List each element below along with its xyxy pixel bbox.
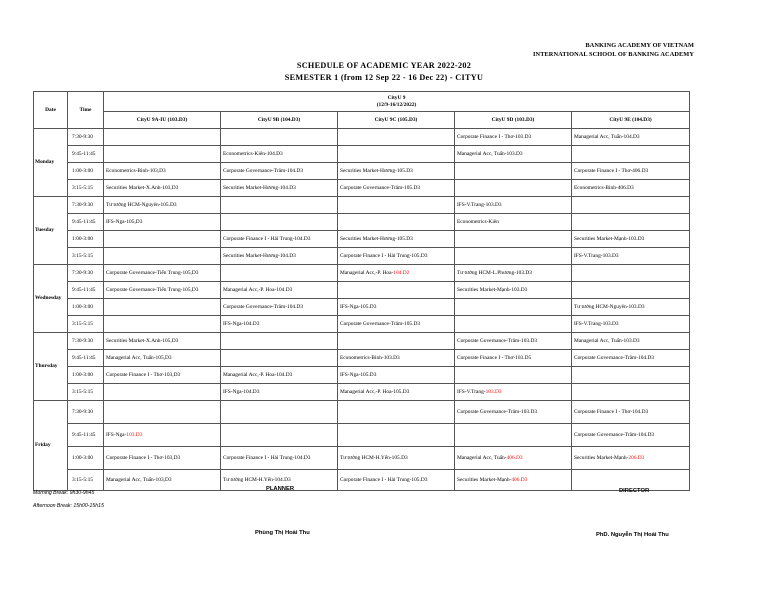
class-text: IFS-Nga-105,D3 xyxy=(106,218,143,225)
time-cell: 9:45-11:45 xyxy=(68,146,104,163)
class-text: Corporate Governance-Trâm-103.D3 xyxy=(457,408,538,415)
schedule-row xyxy=(34,316,690,333)
class-text: Managerial Acc, Tuấn-104.D3 xyxy=(574,133,640,140)
class-text: Corporate Governance-Trâm-104.D3 xyxy=(574,354,655,361)
class-cell xyxy=(455,470,572,491)
director-name: PhD. Nguyễn Thị Hoài Thu xyxy=(596,532,669,538)
class-text: Managerial Acc,-P. Hoa-105.D3 xyxy=(340,388,410,395)
class-text: IFS-V.Trang-103.D3 xyxy=(457,201,502,208)
time-cell: 7:30-9:30 xyxy=(68,265,104,282)
class-text: Managerial Acc, Tuấn- xyxy=(457,454,507,461)
class-text: Corporate Finance I - Hải Trung-105.D3 xyxy=(340,476,428,483)
class-column-header: CityU 9D (103.D3) xyxy=(455,112,572,129)
class-cell xyxy=(572,316,690,333)
class-text: Managerial Acc, Tuấn-103,D3 xyxy=(106,476,172,483)
class-cell xyxy=(221,447,338,470)
afternoon-break: Afternoon Break: 15h00-15h15 xyxy=(33,503,104,509)
class-cell xyxy=(338,248,455,265)
class-cell xyxy=(221,163,338,180)
class-text: Securities Market-Mạnh- xyxy=(574,454,629,461)
class-text: IFS-V.Trang-103.D3 xyxy=(574,252,619,259)
class-cell xyxy=(104,129,221,146)
class-text: Managerial Acc,-P. Hoa-104.D3 xyxy=(223,371,293,378)
time-cell: 3:15-5:15 xyxy=(68,180,104,197)
class-cell xyxy=(455,333,572,350)
time-cell: 7:30-9:30 xyxy=(68,129,104,146)
class-cell xyxy=(221,316,338,333)
time-cell: 1:00-3:00 xyxy=(68,367,104,384)
class-text: Corporate Finance I - Thơ-103.D5 xyxy=(457,354,532,361)
class-cell xyxy=(572,299,690,316)
class-cell xyxy=(572,350,690,367)
class-cell xyxy=(104,447,221,470)
class-cell xyxy=(104,197,221,214)
school-name: INTERNATIONAL SCHOOL OF BANKING ACADEMY xyxy=(533,50,694,58)
class-cell xyxy=(455,163,572,180)
class-text: Corporate Governance-Trâm-105.D3 xyxy=(340,184,421,191)
class-cell xyxy=(221,146,338,163)
room-highlight: 104.D2 xyxy=(393,269,410,276)
time-cell: 7:30-9:30 xyxy=(68,197,104,214)
class-cell xyxy=(338,129,455,146)
class-cell xyxy=(104,180,221,197)
schedule-row xyxy=(34,248,690,265)
class-cell xyxy=(104,401,221,424)
class-cell xyxy=(338,424,455,447)
schedule-row xyxy=(34,214,690,231)
class-cell xyxy=(455,316,572,333)
group-subtitle: (12/9-16/12/2022) xyxy=(376,101,417,108)
class-text: Securities Market-Hương-105.D3 xyxy=(340,167,413,174)
class-cell xyxy=(572,214,690,231)
time-cell: 7:30-9:30 xyxy=(68,401,104,424)
class-cell xyxy=(572,197,690,214)
class-cell xyxy=(104,299,221,316)
room-highlight: 206.D3 xyxy=(628,454,645,461)
time-cell: 9:45-11:45 xyxy=(68,350,104,367)
class-cell xyxy=(455,299,572,316)
class-column-header: CityU 9A-IU (103.D3) xyxy=(104,112,221,129)
class-cell xyxy=(455,384,572,401)
group-header xyxy=(104,92,690,112)
class-text: Managerial Acc, Tuấn-103.D3 xyxy=(457,150,523,157)
class-cell xyxy=(338,447,455,470)
class-cell xyxy=(338,401,455,424)
schedule-row xyxy=(34,401,690,424)
class-cell xyxy=(338,180,455,197)
class-cell xyxy=(572,367,690,384)
class-cell xyxy=(572,265,690,282)
class-text: Tư tưởng HCM-L.Phương-103.D3 xyxy=(457,269,532,276)
class-text: Corporate Governance-Trâm-104.D3 xyxy=(223,167,304,174)
class-cell xyxy=(338,470,455,491)
time-cell: 3:15-5:15 xyxy=(68,470,104,491)
class-cell xyxy=(572,447,690,470)
schedule-title: SCHEDULE OF ACADEMIC YEAR 2022-202 xyxy=(296,61,472,70)
class-cell xyxy=(572,333,690,350)
schedule-row xyxy=(34,197,690,214)
schedule-row xyxy=(34,367,690,384)
class-cell xyxy=(338,384,455,401)
class-text: Corporate Governance-Trâm-103.D3 xyxy=(457,337,538,344)
class-text: Securities Market-Hương-104.D3 xyxy=(223,184,296,191)
institution-header xyxy=(533,42,694,59)
class-text: Tư tưởng HCM-Nguyên-105.D3 xyxy=(106,201,177,208)
class-cell xyxy=(338,146,455,163)
class-cell xyxy=(104,265,221,282)
class-cell xyxy=(104,367,221,384)
class-cell xyxy=(221,282,338,299)
class-cell xyxy=(104,146,221,163)
class-text: Corporate Finance I - Thơ-104.D3 xyxy=(574,408,649,415)
class-cell xyxy=(104,350,221,367)
schedule-row xyxy=(34,424,690,447)
day-cell: Thursday xyxy=(34,333,68,401)
class-text: IFS-Nga-104.D3 xyxy=(223,320,260,327)
class-cell xyxy=(455,424,572,447)
class-cell xyxy=(455,282,572,299)
class-cell xyxy=(221,197,338,214)
schedule-row xyxy=(34,299,690,316)
class-column-header: CityU 9E (104.D3) xyxy=(572,112,690,129)
day-cell: Tuesday xyxy=(34,197,68,265)
time-cell: 1:00-3:00 xyxy=(68,447,104,470)
class-cell xyxy=(338,214,455,231)
planner-name: Phùng Thị Hoài Thu xyxy=(255,530,310,536)
class-cell xyxy=(455,129,572,146)
class-text: Corporate Finance I - Hải Trung-104.D3 xyxy=(223,235,311,242)
time-cell: 3:15-5:15 xyxy=(68,316,104,333)
schedule-row xyxy=(34,333,690,350)
class-cell xyxy=(104,470,221,491)
room-highlight: 406.D3 xyxy=(511,476,528,483)
class-cell xyxy=(221,214,338,231)
day-cell: Friday xyxy=(34,401,68,491)
room-highlight: 406.D3 xyxy=(506,454,523,461)
schedule-table xyxy=(33,91,690,491)
time-header: Time xyxy=(68,92,104,129)
class-text: IFS-V.Trang- xyxy=(457,388,486,395)
class-text: Corporate Finance I - Thơ-103,D3 xyxy=(106,371,181,378)
time-cell: 1:00-3:00 xyxy=(68,231,104,248)
class-cell xyxy=(572,180,690,197)
class-cell xyxy=(572,384,690,401)
class-cell xyxy=(221,350,338,367)
class-cell xyxy=(572,129,690,146)
class-cell xyxy=(338,231,455,248)
class-text: IFS-V.Trang-103.D3 xyxy=(574,320,619,327)
class-column-header: CityU 9C (105.D3) xyxy=(338,112,455,129)
class-text: Corporate Governance-Tiến Trung-105,D3 xyxy=(106,269,199,276)
day-cell: Wednesday xyxy=(34,265,68,333)
class-cell xyxy=(104,384,221,401)
time-cell: 3:15-5:15 xyxy=(68,248,104,265)
class-text: Managerial Acc,-P. Hoa- xyxy=(340,269,394,276)
class-cell xyxy=(104,424,221,447)
class-cell xyxy=(338,316,455,333)
class-cell xyxy=(455,214,572,231)
class-cell xyxy=(338,350,455,367)
class-text: Securities Market-X.Anh-103,D3 xyxy=(106,184,179,191)
class-cell xyxy=(455,350,572,367)
director-label: DIRECTOR xyxy=(619,488,650,494)
schedule-row xyxy=(34,163,690,180)
class-text: Corporate Finance I - Thơ-103.D3 xyxy=(457,133,532,140)
schedule-row xyxy=(34,470,690,491)
class-text: Securities Market-Hương-105.D3 xyxy=(340,235,413,242)
class-cell xyxy=(572,146,690,163)
class-cell xyxy=(221,265,338,282)
date-header: Date xyxy=(34,92,68,129)
class-cell xyxy=(338,282,455,299)
class-text: Econometrics-Bình-103.D3 xyxy=(340,354,400,361)
schedule-row xyxy=(34,180,690,197)
class-cell xyxy=(572,248,690,265)
schedule-row xyxy=(34,129,690,146)
time-cell: 9:45-11:45 xyxy=(68,424,104,447)
class-cell xyxy=(572,282,690,299)
class-text: Securities Market-X.Anh-105,D3 xyxy=(106,337,179,344)
class-cell xyxy=(338,367,455,384)
class-text: IFS-Nga-104.D3 xyxy=(223,388,260,395)
class-text: Econometrics-Kiên xyxy=(457,218,499,225)
class-cell xyxy=(104,163,221,180)
time-cell: 1:00-3:00 xyxy=(68,163,104,180)
class-cell xyxy=(104,333,221,350)
class-cell xyxy=(104,248,221,265)
day-cell: Monday xyxy=(34,129,68,197)
class-text: Corporate Finance I - Thơ-103,D3 xyxy=(106,454,181,461)
class-cell xyxy=(221,384,338,401)
class-cell xyxy=(221,333,338,350)
time-cell: 7:30-9:30 xyxy=(68,333,104,350)
class-cell xyxy=(221,299,338,316)
class-cell xyxy=(455,197,572,214)
class-cell xyxy=(221,231,338,248)
class-cell xyxy=(455,248,572,265)
time-cell: 9:45-11:45 xyxy=(68,214,104,231)
class-cell xyxy=(221,180,338,197)
class-text: Corporate Governance-Trâm-104.D3 xyxy=(223,303,304,310)
class-cell xyxy=(104,231,221,248)
time-cell: 1:00-3:00 xyxy=(68,299,104,316)
class-cell xyxy=(455,265,572,282)
class-cell xyxy=(455,231,572,248)
time-cell: 9:45-11:45 xyxy=(68,282,104,299)
class-cell xyxy=(104,214,221,231)
schedule-row xyxy=(34,265,690,282)
group-title: CityU 9 xyxy=(387,95,406,101)
schedule-row xyxy=(34,231,690,248)
class-cell xyxy=(455,146,572,163)
class-text: Corporate Finance I - Thơ-406.D3 xyxy=(574,167,649,174)
class-text: Tư tưởng HCM-H.Yến-105.D3 xyxy=(340,454,408,461)
class-cell xyxy=(338,299,455,316)
schedule-row xyxy=(34,282,690,299)
org-name: BANKING ACADEMY OF VIETNAM xyxy=(585,42,694,49)
class-cell xyxy=(572,231,690,248)
class-cell xyxy=(455,401,572,424)
class-text: IFS-Nga-105.D3 xyxy=(340,371,377,378)
class-cell xyxy=(104,282,221,299)
semester-title: SEMESTER 1 (from 12 Sep 22 - 16 Dec 22) - CITYU xyxy=(284,73,484,82)
class-text: IFS-Nga- xyxy=(106,431,127,438)
class-text: IFS-Nga-105.D3 xyxy=(340,303,377,310)
time-cell: 3:15-5:15 xyxy=(68,384,104,401)
class-text: Econometrics-Bình-103,D3 xyxy=(106,167,166,174)
class-cell xyxy=(572,401,690,424)
class-cell xyxy=(455,180,572,197)
class-cell xyxy=(221,401,338,424)
class-text: Corporate Finance I - Hải Trung-105.D3 xyxy=(340,252,428,259)
class-cell xyxy=(221,129,338,146)
class-text: Managerial Acc, Tuấn-103.D3 xyxy=(574,337,640,344)
class-cell xyxy=(221,248,338,265)
morning-break: Morning Break: 9h30-9h45 xyxy=(33,490,95,496)
class-cell xyxy=(455,367,572,384)
class-text: Econometrics-Kiên-104.D3 xyxy=(223,150,283,157)
class-text: Securities Market-Mạnh- xyxy=(457,476,512,483)
class-cell xyxy=(104,316,221,333)
planner-label: PLANNER xyxy=(266,486,295,492)
class-text: Tư tưởng HCM-H.Yến-104.D3 xyxy=(223,476,291,483)
class-text: Managerial Acc, Tuấn-105,D3 xyxy=(106,354,172,361)
class-column-header: CityU 9B (104.D3) xyxy=(221,112,338,129)
class-text: Corporate Governance-Tiến Trung-105,D3 xyxy=(106,286,199,293)
class-text: Securities Market-Mạnh-103.D3 xyxy=(457,286,528,293)
schedule-row xyxy=(34,447,690,470)
class-text: Securities Market-Hương-104.D3 xyxy=(223,252,296,259)
class-cell xyxy=(572,163,690,180)
class-cell xyxy=(221,424,338,447)
class-cell xyxy=(338,197,455,214)
class-cell xyxy=(572,424,690,447)
class-text: Econometrics-Bình-406.D3 xyxy=(574,184,634,191)
room-highlight: 103.D3 xyxy=(485,388,502,395)
class-cell xyxy=(338,265,455,282)
class-text: Corporate Governance-Trâm-104.D3 xyxy=(574,431,655,438)
schedule-row xyxy=(34,384,690,401)
class-text: Corporate Finance I - Hải Trung-104.D3 xyxy=(223,454,311,461)
schedule-row xyxy=(34,146,690,163)
class-text: Managerial Acc,-P. Hoa-104.D3 xyxy=(223,286,293,293)
schedule-row xyxy=(34,350,690,367)
class-text: Corporate Governance-Trâm-105.D3 xyxy=(340,320,421,327)
class-text: Securities Market-Mạnh-103.D3 xyxy=(574,235,645,242)
class-cell xyxy=(338,163,455,180)
class-cell xyxy=(221,367,338,384)
class-cell xyxy=(455,447,572,470)
room-highlight: 103.D3 xyxy=(126,431,143,438)
class-cell xyxy=(338,333,455,350)
class-text: Tư tưởng HCM-Nguyên-103.D3 xyxy=(574,303,645,310)
